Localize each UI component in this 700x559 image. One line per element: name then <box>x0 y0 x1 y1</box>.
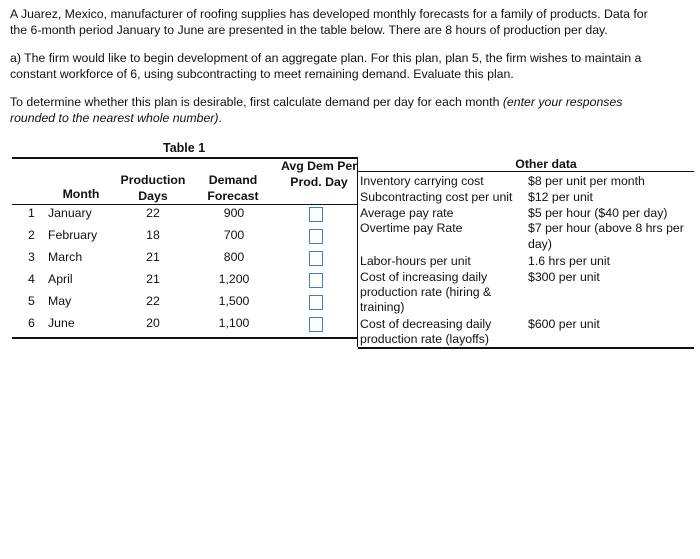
avg-demand-input-march[interactable] <box>309 251 323 266</box>
row-6-num: 6 <box>28 316 35 330</box>
month-header: Month <box>62 187 100 201</box>
row-6-days: 20 <box>146 316 160 330</box>
table-title: Table 1 <box>163 141 206 155</box>
other-label-layoffs-2: production rate (layoffs) <box>360 332 489 346</box>
other-label-hiring-1: Cost of increasing daily <box>360 270 488 284</box>
row-3-month: March <box>48 250 83 264</box>
row-1-month: January <box>48 206 92 220</box>
other-label-hiring-3: training) <box>360 300 405 314</box>
other-data-title: Other data <box>515 157 577 171</box>
avg-demand-input-february[interactable] <box>309 229 323 244</box>
other-value-pay-rate: $5 per hour ($40 per day) <box>528 206 668 220</box>
row-1-demand: 900 <box>223 206 245 220</box>
row-1-days: 22 <box>146 206 160 220</box>
row-3-num: 3 <box>28 250 35 264</box>
avg-demand-input-june[interactable] <box>309 317 323 332</box>
other-value-subcontracting: $12 per unit <box>528 190 593 204</box>
avg-demand-header: Avg Dem Per Prod. Day <box>280 159 358 189</box>
instruction-end: . <box>218 111 222 125</box>
other-label-layoffs-1: Cost of decreasing daily <box>360 317 492 331</box>
other-value-labor-hours: 1.6 hrs per unit <box>528 254 611 268</box>
other-value-layoffs: $600 per unit <box>528 317 600 331</box>
other-label-subcontracting: Subcontracting cost per unit <box>360 190 513 204</box>
question-line-2: constant workforce of 6, using subcontracting to meet remaining demand. Evaluate this plan. <box>10 67 514 81</box>
intro-line-1: A Juarez, Mexico, manufacturer of roofing supplies has developed monthly forecasts for a family of products. Data for <box>10 7 648 21</box>
avg-demand-input-may[interactable] <box>309 295 323 310</box>
row-4-demand: 1,200 <box>218 272 250 286</box>
avg-demand-input-april[interactable] <box>309 273 323 288</box>
other-label-overtime: Overtime pay Rate <box>360 221 463 235</box>
instruction-main: To determine whether this plan is desirable, first calculate demand per day for each month <box>10 95 500 109</box>
row-1-num: 1 <box>28 206 35 220</box>
row-6-demand: 1,100 <box>218 316 250 330</box>
other-label-hiring-2: production rate (hiring & <box>360 285 492 299</box>
row-4-num: 4 <box>28 272 35 286</box>
row-2-days: 18 <box>146 228 160 242</box>
instruction-italic-2: rounded to the nearest whole number) <box>10 111 219 125</box>
row-5-days: 22 <box>146 294 160 308</box>
row-4-month: April <box>48 272 73 286</box>
row-2-num: 2 <box>28 228 35 242</box>
header-bottom-rule <box>12 204 358 205</box>
intro-line-2: the 6-month period January to June are presented in the table below. There are 8 hours of production per day. <box>10 23 608 37</box>
other-label-labor-hours: Labor-hours per unit <box>360 254 471 268</box>
row-5-demand: 1,500 <box>218 294 250 308</box>
row-4-days: 21 <box>146 272 160 286</box>
intro-paragraph <box>10 6 694 38</box>
other-value-overtime-1: $7 per hour (above 8 hrs per <box>528 221 684 235</box>
row-6-month: June <box>48 316 75 330</box>
table-bottom-rule <box>12 337 358 339</box>
row-2-demand: 700 <box>223 228 245 242</box>
other-label-inventory: Inventory carrying cost <box>360 174 484 188</box>
other-data-top-rule <box>358 171 694 172</box>
question-paragraph <box>10 50 694 82</box>
other-value-overtime-2: day) <box>528 237 552 251</box>
instruction-paragraph <box>10 94 694 126</box>
demand-forecast-header: Demand Forecast <box>207 173 259 203</box>
other-value-hiring: $300 per unit <box>528 270 600 284</box>
avg-demand-input-january[interactable] <box>309 207 323 222</box>
row-5-num: 5 <box>28 294 35 308</box>
row-3-days: 21 <box>146 250 160 264</box>
row-3-demand: 800 <box>223 250 245 264</box>
other-data-divider <box>357 157 358 347</box>
production-days-header: Production Days <box>120 173 186 203</box>
row-5-month: May <box>48 294 72 308</box>
question-line-1: a) The firm would like to begin development of an aggregate plan. For this plan, plan 5, the firm wishes to maintain a <box>10 51 642 65</box>
other-label-pay-rate: Average pay rate <box>360 206 454 220</box>
instruction-italic-1: (enter your responses <box>499 95 623 109</box>
row-2-month: February <box>48 228 98 242</box>
other-value-inventory: $8 per unit per month <box>528 174 645 188</box>
other-data-bottom-rule <box>358 347 694 349</box>
